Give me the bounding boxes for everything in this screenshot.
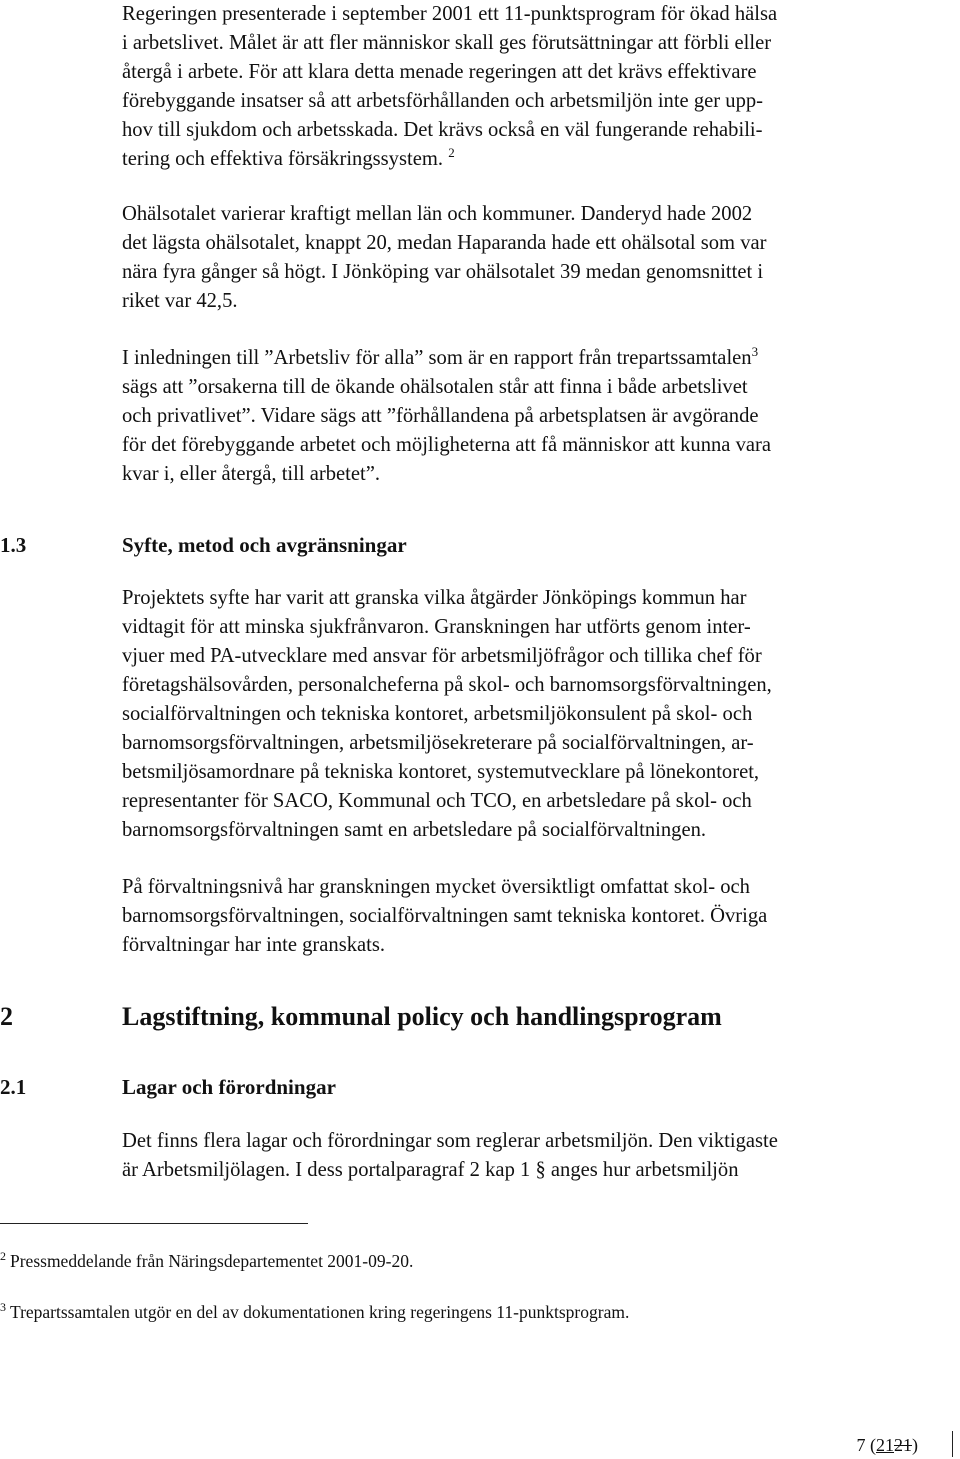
footnote-number: 3 [0,1300,6,1315]
footnote-reference[interactable]: 2 [448,145,455,161]
page-number: 7 (2121) [856,1435,918,1455]
text-line-with-footnote [122,344,932,373]
text-line: hov till sjukdom och arbetsskada. Det krävs också en väl fungerande rehabili- [122,119,763,141]
text-line: vidtagit för att minska sjukfrånvaron. Granskningen har utförts genom inter- [122,616,751,638]
text-line: riket var 42,5. [122,290,238,312]
section-heading-1-3 [0,531,960,559]
chapter-heading-2 [0,1000,960,1034]
text-line: för det förebyggande arbetet och möjligheterna att få människor att kunna vara [122,434,772,456]
paragraph-intro [122,0,932,174]
text-line: nära fyra gånger så högt. I Jönköping var ohälsotalet 39 medan genomsnittet i [122,261,764,283]
section-number: 2.1 [0,1075,27,1099]
text-line: förebyggande insatser så att arbetsförhållanden och arbetsmiljön inte ger upp- [122,90,764,112]
footnote-3 [0,1300,629,1324]
text-line: förvaltningar har inte granskats. [122,934,386,956]
text-line: i arbetslivet. Målet är att fler människor skall ges förutsättningar att förbli eller [122,32,772,54]
footnote-separator [0,1223,308,1224]
text-line: barnomsorgsförvaltningen, arbetsmiljösekreterare på socialförvaltningen, ar- [122,732,754,754]
total-pages-inserted: 21 [876,1435,894,1455]
paragraph-arbetsliv [122,344,932,489]
revision-bar [952,1431,953,1457]
footnote-2 [0,1249,413,1273]
footnote-reference[interactable]: 3 [751,344,759,360]
text-line: sägs att ”orsakerna till de ökande ohälsotalen står att finna i både arbetslivet [122,376,748,398]
text-line-with-footnote [122,145,932,174]
footnote-text: Pressmeddelande från Näringsdepartementet 2001-09-20. [10,1251,414,1271]
paragraph-forvaltningsniva [122,873,932,960]
total-pages-deleted: 21 [894,1435,912,1455]
paragraph-lagar [122,1127,932,1185]
text-line: är Arbetsmiljölagen. I dess portalparagraf 2 kap 1 § anges hur arbetsmiljön [122,1159,739,1181]
paragraph-ohalsotal [122,200,932,316]
current-page: 7 [856,1435,866,1455]
text-line: och privatlivet”. Vidare sägs att ”förhållandena på arbetsplatsen är avgörande [122,405,759,427]
text-line: barnomsorgsförvaltningen, socialförvaltningen samt tekniska kontoret. Övriga [122,905,768,927]
text-line: Projektets syfte har varit att granska vilka åtgärder Jönköpings kommun har [122,587,747,609]
text-line: vjuer med PA-utvecklare med ansvar för arbetsmiljöfrågor och tillika chef för [122,645,762,667]
section-title: Lagar och förordningar [122,1075,336,1099]
text-line: I inledningen till ”Arbetsliv för alla” som är en rapport från trepartssamtalen [122,347,752,369]
text-line: socialförvaltningen och tekniska kontoret, arbetsmiljökonsulent på skol- och [122,703,753,725]
text-line: återgå i arbete. För att klara detta menade regeringen att det krävs effektivare [122,61,757,83]
section-number: 1.3 [0,533,27,557]
chapter-title: Lagstiftning, kommunal policy och handlingsprogram [122,1002,722,1031]
text-line: företagshälsovården, personalcheferna på skol- och barnomsorgsförvaltningen, [122,674,772,696]
chapter-number: 2 [0,1002,13,1031]
footnote-number: 2 [0,1249,6,1264]
text-line: betsmiljösamordnare på tekniska kontoret, systemutvecklare på lönekontoret, [122,761,760,783]
text-line: det lägsta ohälsotalet, knappt 20, medan Haparanda hade ett ohälsotal som var [122,232,767,254]
section-title: Syfte, metod och avgränsningar [122,533,407,557]
text-line: Det finns flera lagar och förordningar som reglerar arbetsmiljön. Den viktigaste [122,1130,778,1152]
footnote-text: Trepartssamtalen utgör en del av dokumentationen kring regeringens 11-punktsprogram. [10,1302,630,1322]
text-line: tering och effektiva försäkringssystem. [122,148,444,170]
text-line: barnomsorgsförvaltningen samt en arbetsledare på socialförvaltningen. [122,819,707,841]
text-line: Ohälsotalet varierar kraftigt mellan län och kommuner. Danderyd hade 2002 [122,203,753,225]
text-line: På förvaltningsnivå har granskningen mycket översiktligt omfattat skol- och [122,876,750,898]
section-heading-2-1 [0,1073,960,1101]
text-line: representanter för SACO, Kommunal och TCO, en arbetsledare på skol- och [122,790,752,812]
text-line: Regeringen presenterade i september 2001 ett 11-punktsprogram för ökad hälsa [122,3,778,25]
paragraph-syfte [122,584,932,845]
text-line: kvar i, eller återgå, till arbetet”. [122,463,381,485]
